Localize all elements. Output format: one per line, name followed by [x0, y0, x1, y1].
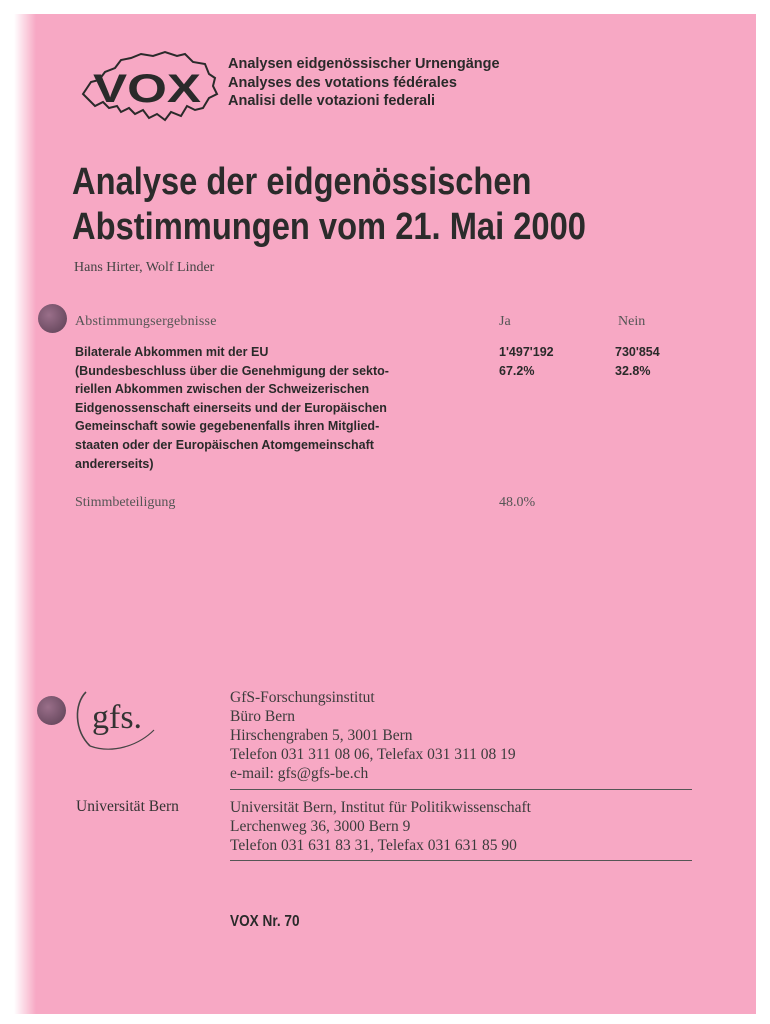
column-header-nein: Nein: [618, 314, 646, 329]
page-edge-shade: [14, 14, 36, 1014]
gfs-address-line: GfS-Forschungsinstitut: [230, 689, 375, 706]
divider-line: [230, 789, 692, 790]
proposal-line: Bilaterale Abkommen mit der EU: [75, 345, 269, 359]
ja-percent: 67.2%: [499, 363, 535, 378]
university-address-line: Universität Bern, Institut für Politikwissenschaft: [230, 799, 531, 816]
nein-votes: 730'854: [615, 345, 660, 359]
gfs-address-line: Hirschengraben 5, 3001 Bern: [230, 727, 413, 744]
header-line-de: Analysen eidgenössischer Urnengänge: [228, 56, 500, 72]
gfs-email: e-mail: gfs@gfs-be.ch: [230, 765, 369, 782]
header-line-fr: Analyses des votations fédérales: [228, 74, 457, 91]
proposal-description: [75, 343, 435, 473]
university-address-line: Telefon 031 631 83 31, Telefax 031 631 85 90: [230, 837, 517, 854]
nein-results: [615, 343, 660, 380]
ja-results: [499, 343, 554, 380]
proposal-line: riellen Abkommen zwischen der Schweizerischen: [75, 382, 370, 397]
turnout-value: 48.0%: [499, 495, 536, 510]
bullet-dot: [38, 304, 67, 333]
vox-logo: [69, 50, 219, 122]
proposal-line: andererseits): [75, 456, 154, 471]
header-line-it: Analisi delle votazioni federali: [228, 93, 436, 109]
gfs-address-line: Büro Bern: [230, 708, 296, 725]
gfs-address-line: Telefon 031 311 08 06, Telefax 031 311 08 19: [230, 746, 516, 763]
nein-percent: 32.8%: [615, 363, 651, 378]
university-label: Universität Bern: [76, 798, 179, 815]
vox-number: VOX Nr. 70: [230, 913, 300, 930]
document-title: [72, 160, 586, 250]
gfs-logo-text: gfs.: [92, 699, 143, 736]
proposal-line: (Bundesbeschluss über die Genehmigung der sekto-: [75, 363, 389, 378]
title-line-1: Analyse der eidgenössischen: [72, 161, 532, 203]
column-header-ja: Ja: [499, 314, 511, 329]
gfs-logo: [72, 686, 172, 752]
ja-votes: 1'497'192: [499, 345, 554, 359]
series-header: [228, 55, 500, 111]
proposal-line: staaten oder der Europäischen Atomgemeinschaft: [75, 437, 374, 452]
title-line-2: Abstimmungen vom 21. Mai 2000: [72, 206, 586, 248]
turnout-label: Stimmbeteiligung: [75, 495, 176, 510]
vox-logo-text: VOX: [93, 67, 202, 111]
gfs-bullet-dot: [37, 696, 66, 725]
divider-line: [230, 860, 692, 861]
proposal-line: Gemeinschaft sowie gegebenenfalls ihren Mitglied-: [75, 419, 380, 434]
authors: Hans Hirter, Wolf Linder: [74, 260, 215, 275]
results-heading: Abstimmungsergebnisse: [75, 314, 217, 329]
proposal-line: Eidgenossenschaft einerseits und der Europäischen: [75, 400, 387, 415]
university-address-line: Lerchenweg 36, 3000 Bern 9: [230, 818, 411, 835]
gfs-address: [230, 688, 516, 783]
university-address: [230, 798, 531, 855]
